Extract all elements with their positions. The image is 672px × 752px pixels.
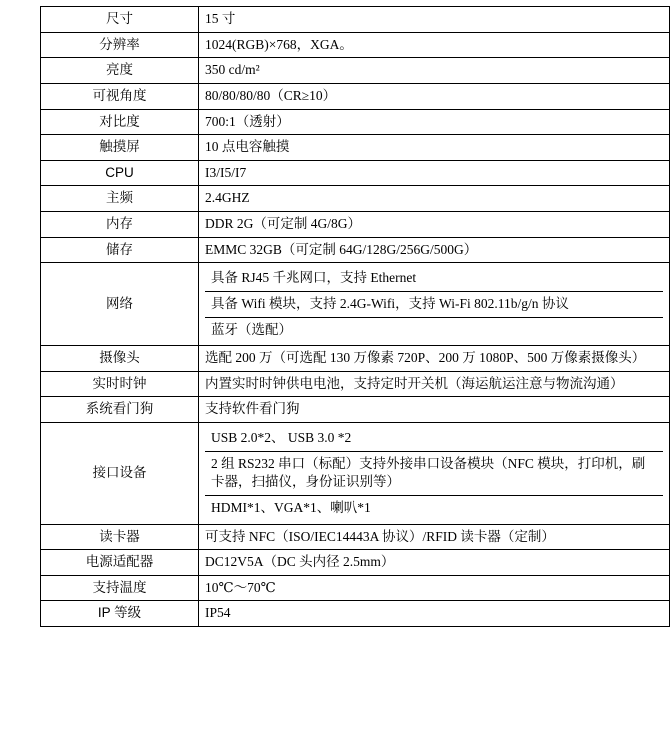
- sub-row: [205, 451, 663, 495]
- row-value: 2.4GHZ: [199, 186, 670, 212]
- row-label: IP 等级: [41, 601, 199, 627]
- sub-row-value: HDMI*1、VGA*1、喇叭*1: [211, 499, 371, 515]
- sub-row: [205, 291, 663, 317]
- row-label: 分辨率: [41, 32, 199, 58]
- row-label: 尺寸: [41, 7, 199, 33]
- sub-row-value: USB 2.0*2、 USB 3.0 *2: [205, 426, 663, 451]
- sub-row: [205, 495, 663, 520]
- row-value: 内置实时时钟供电电池，支持定时开关机（海运航运注意与物流沟通）: [199, 371, 670, 397]
- table-row: [41, 371, 670, 397]
- table-row: [41, 212, 670, 238]
- specification-table: [40, 6, 670, 627]
- row-label: 摄像头: [41, 346, 199, 372]
- row-label: 支持温度: [41, 575, 199, 601]
- table-row: [41, 135, 670, 161]
- row-label: 主频: [41, 186, 199, 212]
- row-label: 对比度: [41, 109, 199, 135]
- row-label: 储存: [41, 237, 199, 263]
- table-row: [41, 83, 670, 109]
- row-value: 支持软件看门狗: [199, 397, 670, 423]
- sub-row-value: 蓝牙（选配）: [211, 321, 292, 337]
- table-row: [41, 346, 670, 372]
- network-sub-table: [205, 266, 663, 342]
- row-value: 可支持 NFC（ISO/IEC14443A 协议）/RFID 读卡器（定制）: [199, 524, 670, 550]
- sub-row: [205, 266, 663, 291]
- row-label: 内存: [41, 212, 199, 238]
- table-row: [41, 524, 670, 550]
- row-label: 读卡器: [41, 524, 199, 550]
- table-row: [41, 186, 670, 212]
- table-row: [41, 237, 670, 263]
- row-value: EMMC 32GB（可定制 64G/128G/256G/500G）: [199, 237, 670, 263]
- table-row: [41, 7, 670, 33]
- row-value: IP54: [199, 601, 670, 627]
- row-label: 接口设备: [41, 423, 199, 525]
- document-page: [0, 6, 672, 752]
- row-value: 80/80/80/80（CR≥10）: [199, 83, 670, 109]
- row-value: DDR 2G（可定制 4G/8G）: [199, 212, 670, 238]
- row-label: 亮度: [41, 58, 199, 84]
- row-label: 触摸屏: [41, 135, 199, 161]
- sub-row: [205, 317, 663, 342]
- table-row: [41, 160, 670, 186]
- row-label: CPU: [41, 160, 199, 186]
- row-value: 700:1（透射）: [199, 109, 670, 135]
- row-label: 网络: [41, 263, 199, 346]
- sub-row: [205, 426, 663, 451]
- table-row: [41, 58, 670, 84]
- table-row: [41, 575, 670, 601]
- row-value: 选配 200 万（可选配 130 万像素 720P、200 万 1080P、500 万像素摄像头）: [199, 346, 670, 372]
- row-value: 350 cd/m²: [199, 58, 670, 84]
- table-row: [41, 397, 670, 423]
- sub-row-value: 具备 RJ45 千兆网口，支持 Ethernet: [205, 266, 663, 291]
- table-row: [41, 109, 670, 135]
- row-value-group: [199, 423, 670, 525]
- interface-sub-table: [205, 426, 663, 521]
- sub-row-value: 2 组 RS232 串口（标配）支持外接串口设备模块（NFC 模块，打印机，刷卡器，扫描仪，身份证识别等）: [205, 451, 663, 495]
- table-row-network: [41, 263, 670, 346]
- sub-row-value: 具备 Wifi 模块，支持 2.4G-Wifi，支持 Wi-Fi 802.11b/g/n 协议: [205, 291, 663, 317]
- table-row-interface: [41, 423, 670, 525]
- row-label: 实时时钟: [41, 371, 199, 397]
- row-value-group: [199, 263, 670, 346]
- row-label: 电源适配器: [41, 550, 199, 576]
- row-value: 1024(RGB)×768，XGA。: [199, 32, 670, 58]
- row-value: 10℃～70℃: [199, 575, 670, 601]
- row-value: DC12V5A（DC 头内径 2.5mm）: [199, 550, 670, 576]
- row-label: 可视角度: [41, 83, 199, 109]
- table-row: [41, 32, 670, 58]
- table-row: [41, 601, 670, 627]
- table-row: [41, 550, 670, 576]
- row-value: I3/I5/I7: [199, 160, 670, 186]
- row-label: 系统看门狗: [41, 397, 199, 423]
- row-value: 10 点电容触摸: [199, 135, 670, 161]
- row-value: 15 寸: [199, 7, 670, 33]
